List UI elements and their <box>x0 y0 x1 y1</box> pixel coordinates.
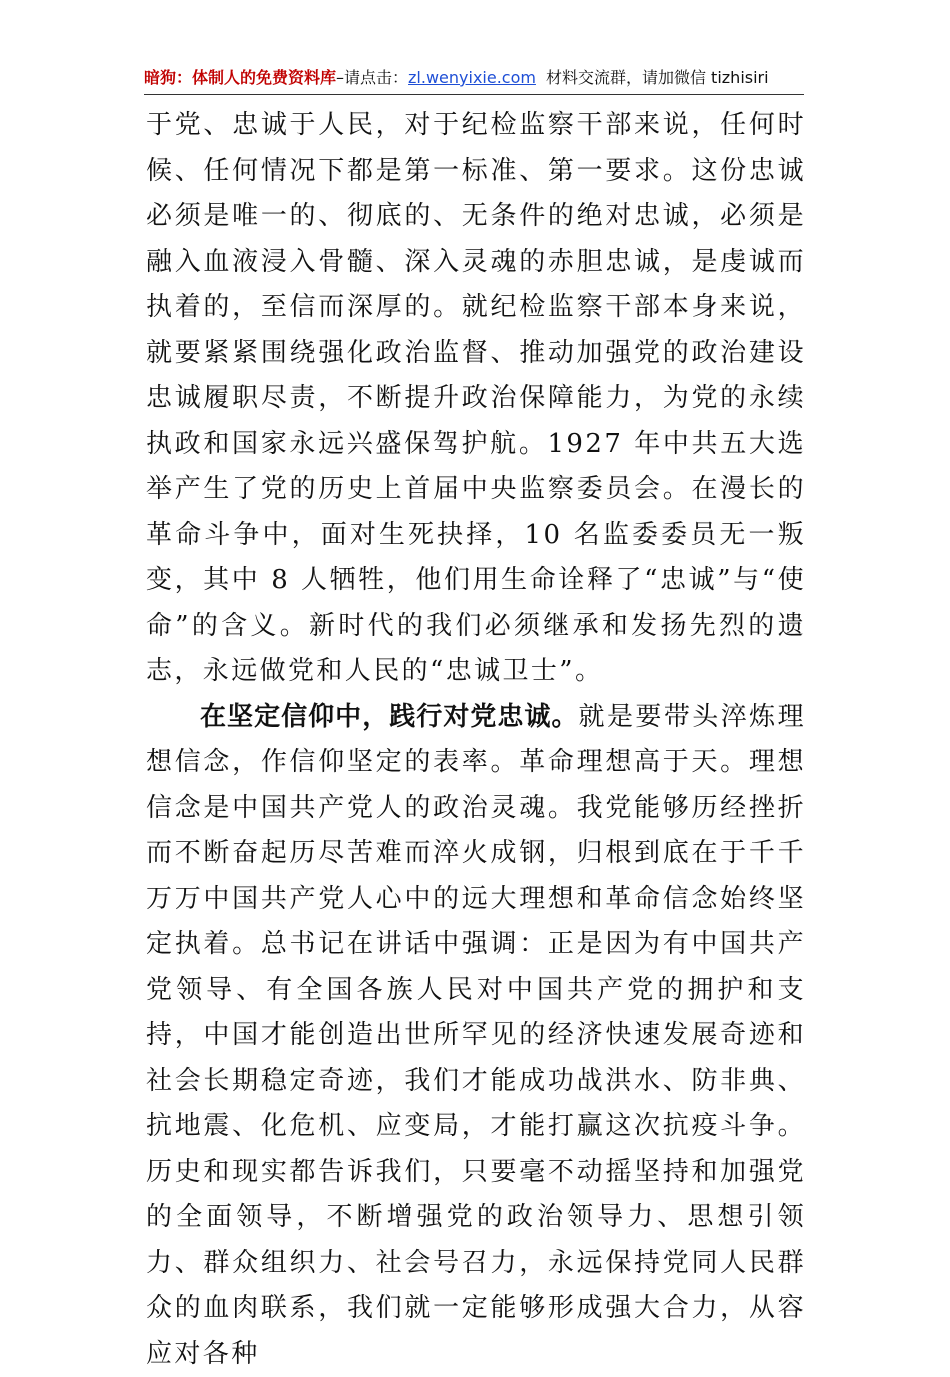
paragraph-heading: 在坚定信仰中，践行对党忠诚。 <box>200 702 579 732</box>
paragraph-continued: 于党、忠诚于人民，对于纪检监察干部来说，任何时候、任何情况下都是第一标准、第一要求。这份忠诚必须是唯一的、彻底的、无条件的绝对忠诚，必须是融入血液浸入骨髓、深入灵魂的赤胆忠诚，是虔诚而执着的，至信而深厚的。就纪检监察干部本身来说，就要紧紧围绕强化政治监督、推动加强党的政治建设忠诚履职尽责，不断提升政治保障能力，为党的永续执政和国家永远兴盛保驾护航。1927 年中共五大选举产生了党的历史上首届中央监察委员会。在漫长的革命斗争中，面对生死抉择，10 名监委委员无一叛变，其中 8 人牺牲，他们用生命诠释了“忠诚”与“使命”的含义。新时代的我们必须继承和发扬先烈的遗志，永远做党和人民的“忠诚卫士”。 <box>146 103 806 695</box>
paragraph-body: 就是要带头淬炼理想信念，作信仰坚定的表率。革命理想高于天。理想信念是中国共产党人的政治灵魂。我党能够历经挫折而不断奋起历尽苦难而淬火成钢，归根到底在于千千万万中国共产党人心中的远大理想和革命信念始终坚定执着。总书记在讲话中强调：正是因为有中国共产党领导、有全国各族人民对中国共产党的拥护和支持，中国才能创造出世所罕见的经济快速发展奇迹和社会长期稳定奇迹，我们才能成功战洪水、防非典、抗地震、化危机、应变局，才能打赢这次抗疫斗争。历史和现实都告诉我们，只要毫不动摇坚持和加强党的全面领导，不断增强党的政治领导力、思想引领力、群众组织力、社会号召力，永远保持党同人民群众的血肉联系，我们就一定能够形成强大合力，从容应对各种 <box>146 702 806 1369</box>
paragraph-faith-loyalty <box>146 695 806 1377</box>
header-link[interactable]: zl.wenyixie.com <box>408 68 536 87</box>
page-header <box>144 64 804 95</box>
header-brand: 暗狗：体制人的免费资料库 <box>144 68 336 87</box>
header-prompt: –请点击： <box>336 68 408 87</box>
header-contact: 材料交流群，请加微信 tizhisiri <box>546 68 769 87</box>
document-body <box>146 103 806 1377</box>
